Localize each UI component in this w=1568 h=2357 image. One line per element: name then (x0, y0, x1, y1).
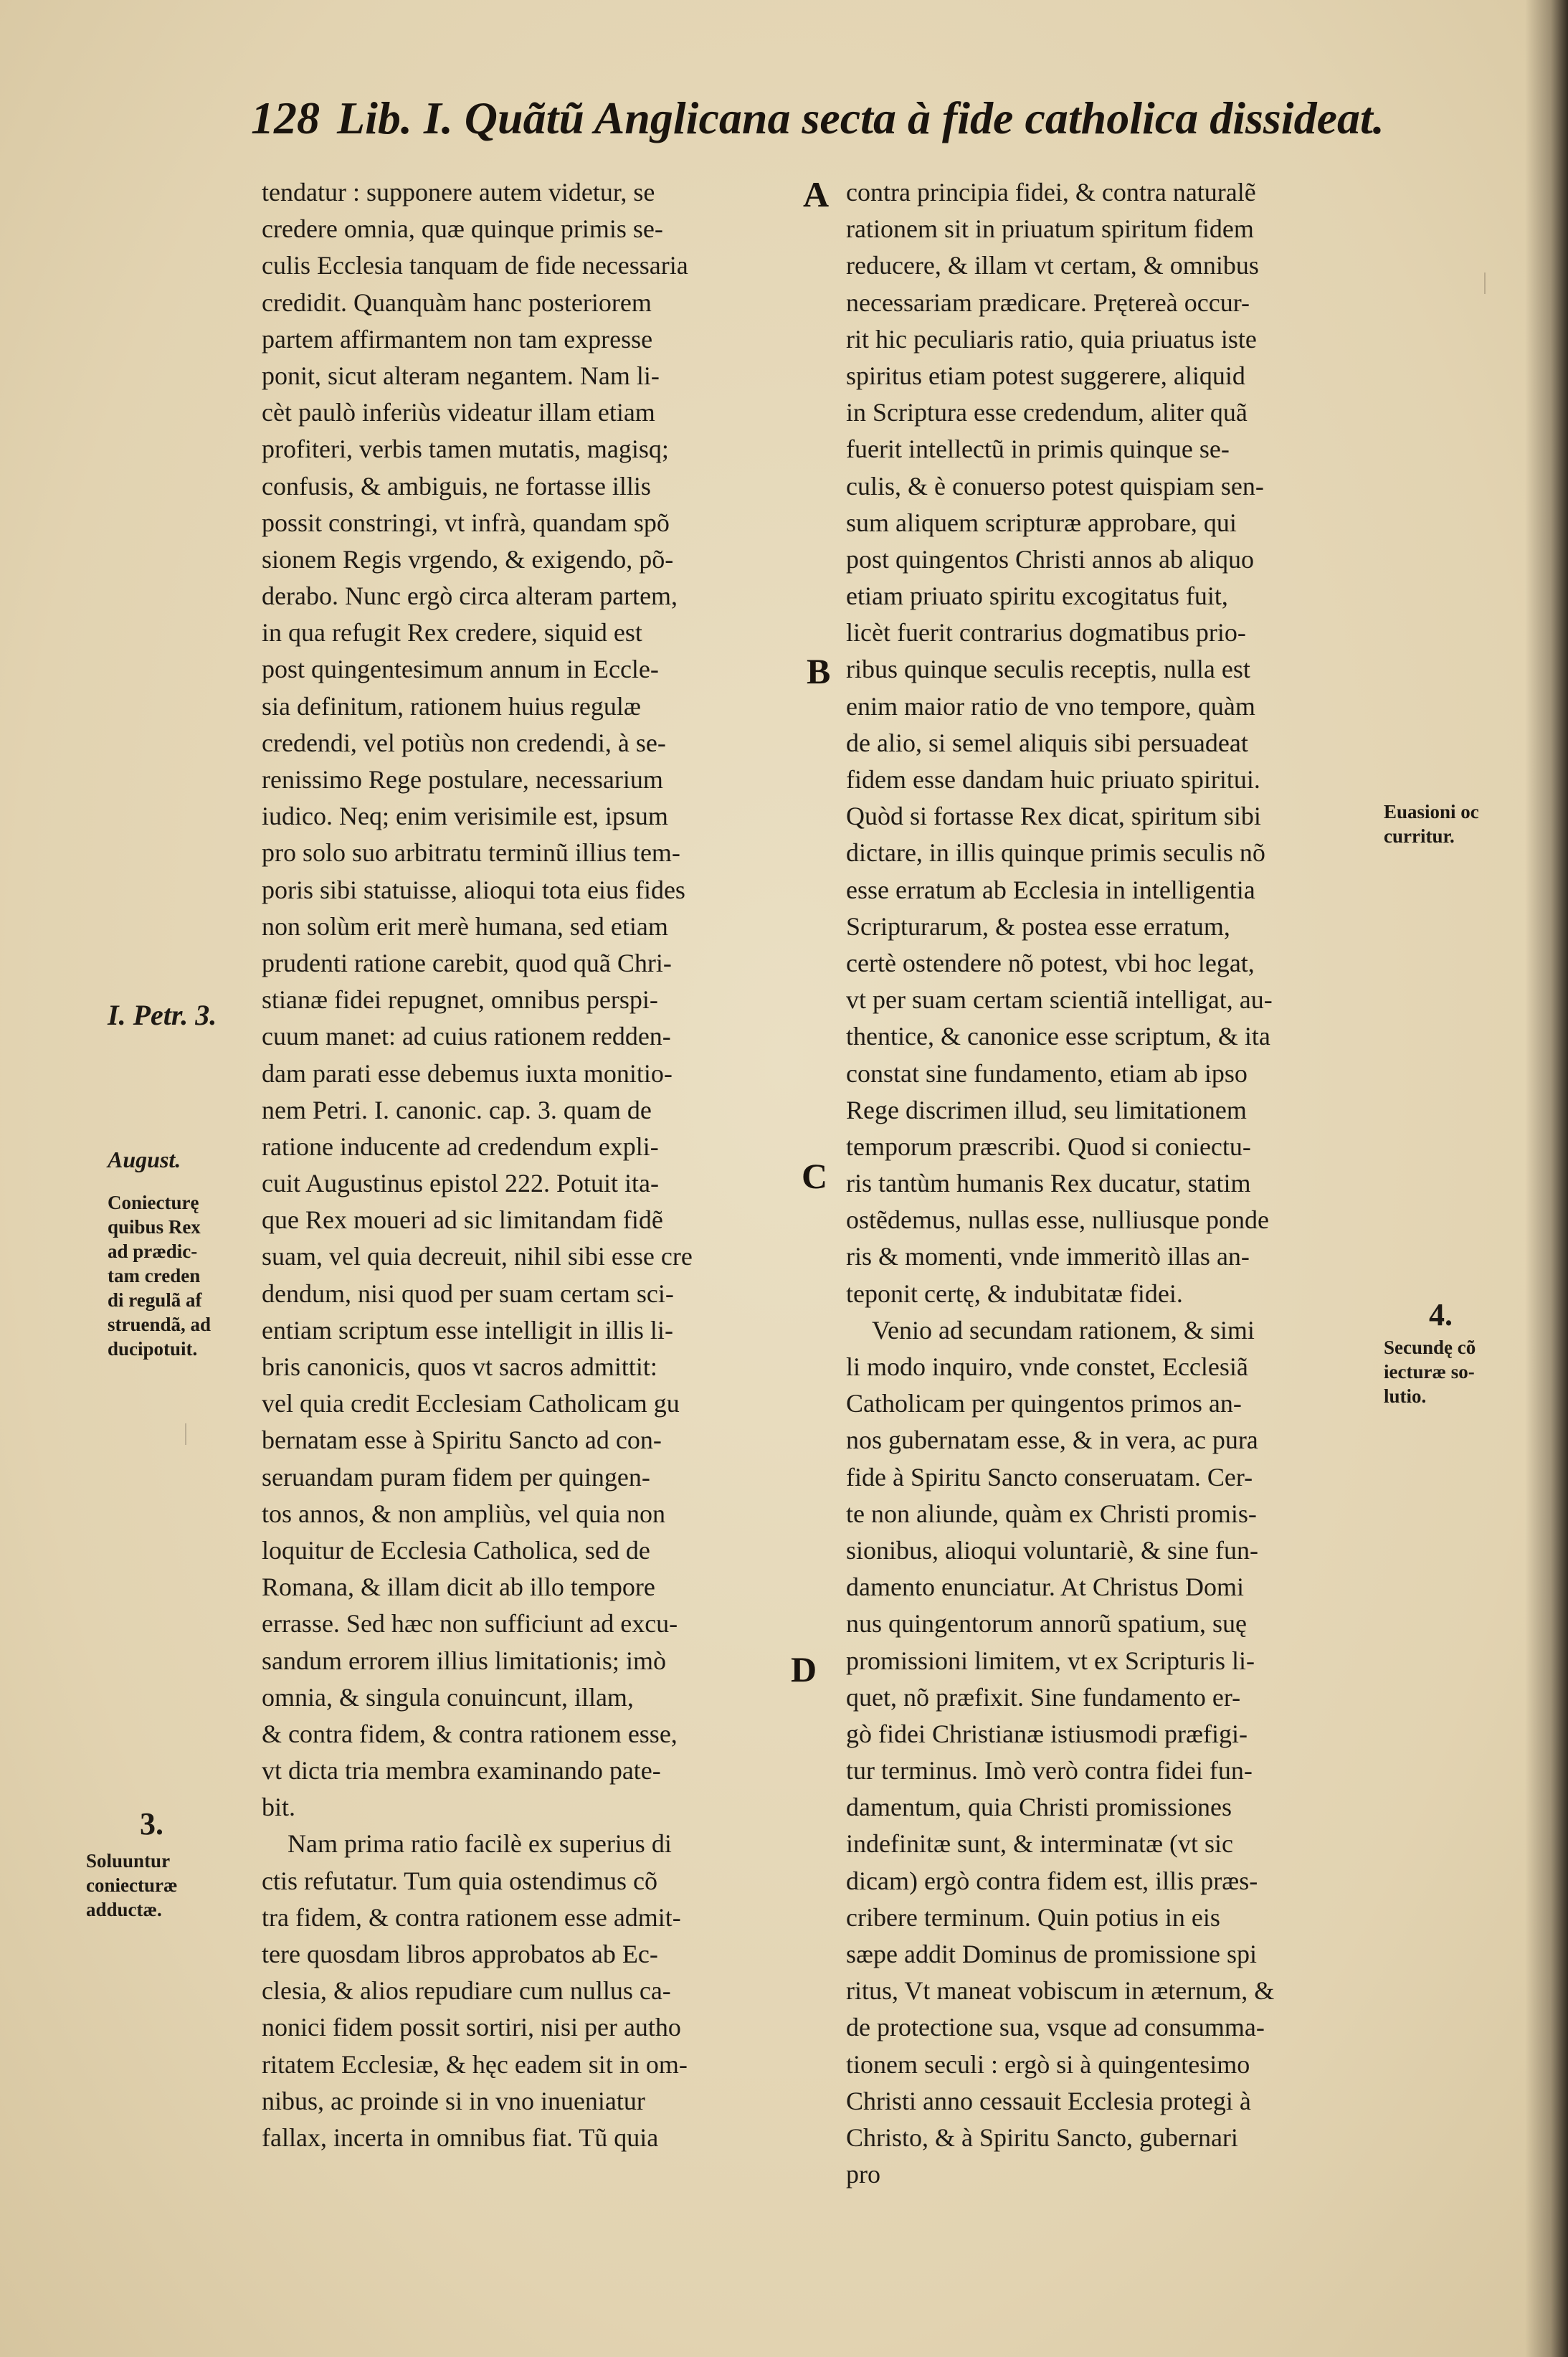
text-line: Catholicam per quingentos primos an- (846, 1389, 1242, 1418)
text-line: rit hic peculiaris ratio, quia priuatus iste (846, 324, 1257, 354)
text-line: teponit certę, & indubitatæ fidei. (846, 1279, 1183, 1308)
text-line: Nam prima ratio facilè ex superius di (288, 1829, 672, 1859)
text-line: li modo inquiro, vnde constet, Ecclesiã (846, 1352, 1248, 1381)
right-text-column (846, 174, 1377, 2193)
margin-note-number-4 (1429, 1298, 1453, 1332)
text-line: sum aliquem scripturæ approbare, qui (846, 508, 1237, 537)
text-line: ris & momenti, vnde immeritò illas an- (846, 1242, 1250, 1271)
text-line: fidem esse dandam huic priuato spiritui. (846, 765, 1260, 794)
margin-note-line: curritur. (1384, 825, 1455, 847)
text-line: fuerit intellectũ in primis quinque se- (846, 435, 1230, 464)
text-line: credere omnia, quæ quinque primis se- (262, 214, 663, 244)
text-line: dam parati esse debemus iuxta monitio- (262, 1058, 673, 1088)
text-line: de protectione sua, vsque ad consumma- (846, 2013, 1265, 2042)
text-line: sionibus, alioqui voluntariè, & sine fun- (846, 1535, 1258, 1565)
text-line: sandum errorem illius limitationis; imò (262, 1646, 666, 1675)
text-line: Christi anno cessauit Ecclesia protegi à (846, 2086, 1251, 2115)
text-line: cuit Augustinus epistol 222. Potuit ita- (262, 1169, 660, 1198)
text-line: sæpe addit Dominus de promissione spi (846, 1940, 1257, 1968)
text-line: nem Petri. I. canonic. cap. 3. quam de (262, 1095, 652, 1124)
text-line: quet, nõ præfixit. Sine fundamento er- (846, 1682, 1241, 1712)
text-line: omnia, & singula conuincunt, illam, (262, 1682, 634, 1712)
text-line: cèt paulò inferiùs videatur illam etiam (262, 398, 655, 427)
margin-note-solutions (86, 1849, 177, 1922)
text-line: culis Ecclesia tanquam de fide necessaria (262, 251, 688, 280)
margin-note-second-conjecture (1384, 1335, 1476, 1408)
text-line: stianæ fidei repugnet, omnibus perspi- (262, 985, 658, 1015)
text-line: Scripturarum, & postea esse erratum, (846, 911, 1230, 941)
margin-note-number-3 (140, 1807, 163, 1841)
margin-note-line: ducipotuit. (108, 1338, 198, 1360)
text-line: prudenti ratione carebit, quod quã Chri- (262, 948, 672, 977)
text-line: enim maior ratio de vno tempore, quàm (846, 691, 1255, 721)
text-line: non solùm erit merè humana, sed etiam (262, 911, 668, 941)
margin-note-line: struendã, ad (108, 1314, 212, 1335)
text-line: pro solo suo arbitratu terminũ illius tem- (262, 838, 680, 868)
text-line: nonici fidem possit sortiri, nisi per autho (262, 2013, 681, 2042)
text-line: ostẽdemus, nullas esse, nulliusque ponde (846, 1205, 1269, 1235)
margin-note-line: tam creden (108, 1265, 201, 1286)
text-line: entiam scriptum esse intelligit in illis li- (262, 1315, 673, 1345)
text-line: bris canonicis, quos vt sacros admittit: (262, 1352, 657, 1381)
text-line: vt per suam certam scientiã intelligat, au- (846, 985, 1273, 1015)
section-letter-b: B (807, 651, 831, 691)
running-title: Lib. I. Quãtũ Anglicana secta à fide catholica dissideat. (337, 93, 1384, 143)
text-line: indefinitæ sunt, & interminatæ (vt sic (846, 1829, 1233, 1859)
text-line: renissimo Rege postulare, necessarium (262, 765, 663, 794)
text-line: temporum præscribi. Quod si coniectu- (846, 1132, 1251, 1161)
text-line: certè ostendere nõ potest, vbi hoc legat, (846, 948, 1255, 977)
text-line: vt dicta tria membra examinando pate- (262, 1756, 661, 1785)
text-line: cribere terminum. Quin potius in eis (846, 1902, 1220, 1932)
text-line: tra fidem, & contra rationem esse admit- (262, 1902, 681, 1932)
text-line: Christo, & à Spiritu Sancto, gubernari (846, 2123, 1238, 2152)
text-line: te non aliunde, quàm ex Christi promis- (846, 1499, 1257, 1528)
text-line: contra principia fidei, & contra naturalẽ (846, 178, 1256, 207)
text-line: fide à Spiritu Sancto conseruatam. Cer- (846, 1462, 1253, 1491)
text-line: confusis, & ambiguis, ne fortasse illis (262, 471, 651, 501)
text-line: promissioni limitem, vt ex Scripturis li- (846, 1646, 1255, 1675)
text-line: dicam) ergò contra fidem est, illis præs- (846, 1866, 1258, 1895)
text-line: constat sine fundamento, etiam ab ipso (846, 1058, 1248, 1088)
text-line: esse erratum ab Ecclesia in intelligentia (846, 875, 1255, 904)
text-line: gò fidei Christianæ istiusmodi præfigi- (846, 1719, 1248, 1748)
margin-note-evasion (1384, 800, 1479, 848)
text-line: possit constringi, vt infrà, quandam spõ (262, 508, 670, 537)
margin-note-line: Coniecturę (108, 1192, 199, 1213)
margin-note-august-label: August. (108, 1147, 181, 1172)
text-line: & contra fidem, & contra rationem esse, (262, 1719, 678, 1748)
text-line: in Scriptura esse credendum, aliter quã (846, 398, 1248, 427)
margin-note-line: ad prædic- (108, 1241, 198, 1262)
margin-note-conjectures (108, 1190, 211, 1361)
page-number: 128 (251, 93, 320, 143)
text-line: thentice, & canonice esse scriptum, & ita (846, 1022, 1270, 1051)
text-line: nibus, ac proinde si in vno inueniatur (262, 2086, 645, 2115)
text-line: partem affirmantem non tam expresse (262, 324, 653, 354)
text-line: bernatam esse à Spiritu Sancto ad con- (262, 1426, 662, 1455)
text-line: iudico. Neq; enim verisimile est, ipsum (262, 802, 668, 831)
text-line: errasse. Sed hæc non sufficiunt ad excu- (262, 1609, 678, 1638)
text-line: poris sibi statuisse, alioqui tota eius fides (262, 875, 685, 904)
text-line: suam, vel quia decreuit, nihil sibi esse cre (262, 1242, 693, 1271)
margin-number-4: 4. (1429, 1297, 1453, 1332)
text-line: tere quosdam libros approbatos ab Ec- (262, 1940, 658, 1968)
text-line: ris tantùm humanis Rex ducatur, statim (846, 1169, 1251, 1198)
text-line: tur terminus. Imò verò contra fidei fun- (846, 1756, 1253, 1785)
margin-number-3: 3. (140, 1806, 163, 1841)
text-line: reducere, & illam vt certam, & omnibus (846, 251, 1259, 280)
text-line: damentum, quia Christi promissiones (846, 1793, 1232, 1822)
margin-note-augustine (108, 1147, 181, 1172)
text-line: post quingentesimum annum in Eccle- (262, 655, 659, 684)
text-line: etiam priuato spiritu excogitatus fuit, (846, 582, 1228, 611)
text-line: in qua refugit Rex credere, siquid est (262, 618, 642, 648)
text-line: licèt fuerit contrarius dogmatibus prio- (846, 618, 1246, 648)
section-letter-c: C (802, 1156, 828, 1196)
text-line: credendi, vel potiùs non credendi, à se- (262, 728, 666, 757)
text-line: rationem sit in priuatum spiritum fidem (846, 214, 1254, 244)
text-line: tendatur : supponere autem videtur, se (262, 178, 655, 207)
text-line: post quingentos Christi annos ab aliquo (846, 544, 1254, 574)
text-line: pro (846, 2160, 880, 2189)
margin-note-petr: I. Petr. 3. (108, 999, 217, 1031)
text-line: ritus, Vt maneat vobiscum in æternum, & (846, 1976, 1275, 2006)
text-line: necessariam prædicare. Prętereà occur- (846, 288, 1250, 317)
margin-note-line: lutio. (1384, 1385, 1427, 1407)
text-line: Quòd si fortasse Rex dicat, spiritum sibi (846, 802, 1261, 831)
text-line: sionem Regis vrgendo, & exigendo, põ- (262, 544, 674, 574)
text-line: damento enunciatur. At Christus Domi (846, 1573, 1244, 1602)
section-letter-a: A (803, 174, 830, 214)
text-line: tos annos, & non ampliùs, vel quia non (262, 1499, 665, 1528)
section-letter-d: D (791, 1649, 817, 1689)
running-header (251, 86, 1427, 151)
text-line: profiteri, verbis tamen mutatis, magisq; (262, 435, 669, 464)
text-line: tionem seculi : ergò si à quingentesimo (846, 2049, 1250, 2079)
text-line: ponit, sicut alteram negantem. Nam li- (262, 361, 660, 390)
margin-note-line: Secundę cõ (1384, 1337, 1476, 1358)
margin-note-line: Soluuntur (86, 1850, 171, 1872)
text-line: nos gubernatam esse, & in vera, ac pura (846, 1426, 1258, 1455)
left-text-column (262, 174, 778, 2156)
text-line: culis, & è conuerso potest quispiam sen- (846, 471, 1264, 501)
text-line: ctis refutatur. Tum quia ostendimus cõ (262, 1866, 657, 1895)
text-line: ratione inducente ad credendum expli- (262, 1132, 659, 1161)
margin-note-line: di regulã af (108, 1289, 202, 1311)
text-line: de alio, si semel aliquis sibi persuadeat (846, 728, 1248, 757)
text-line: loquitur de Ecclesia Catholica, sed de (262, 1535, 650, 1565)
text-line: dictare, in illis quinque primis seculis nõ (846, 838, 1265, 868)
text-line: clesia, & alios repudiare cum nullus ca- (262, 1976, 671, 2006)
margin-note-line: iecturæ so- (1384, 1361, 1475, 1383)
text-line: bit. (262, 1793, 296, 1822)
margin-note-line: coniecturæ (86, 1874, 178, 1896)
text-line: que Rex moueri ad sic limitandam fidẽ (262, 1205, 663, 1235)
text-line: seruandam puram fidem per quingen- (262, 1462, 650, 1491)
text-line: Romana, & illam dicit ab illo tempore (262, 1573, 655, 1602)
ink-mark (1484, 272, 1493, 294)
margin-note-line: quibus Rex (108, 1216, 201, 1238)
margin-note-line: adductæ. (86, 1899, 162, 1920)
text-line: nus quingentorum annorũ spatium, suę (846, 1609, 1247, 1638)
text-line: fallax, incerta in omnibus fiat. Tũ quia (262, 2123, 659, 2152)
text-line: spiritus etiam potest suggerere, aliquid (846, 361, 1245, 390)
text-line: credidit. Quanquàm hanc posteriorem (262, 288, 652, 317)
text-line: sia definitum, rationem huius regulæ (262, 691, 641, 721)
text-line: Venio ad secundam rationem, & simi (872, 1315, 1255, 1345)
text-line: ritatem Ecclesiæ, & hęc eadem sit in om- (262, 2049, 688, 2079)
margin-note-line: Euasioni oc (1384, 801, 1479, 822)
text-line: cuum manet: ad cuius rationem redden- (262, 1022, 671, 1051)
text-line: derabo. Nunc ergò circa alteram partem, (262, 582, 678, 611)
text-line: vel quia credit Ecclesiam Catholicam gu (262, 1389, 680, 1418)
ink-mark (185, 1423, 194, 1445)
text-line: Rege discrimen illud, seu limitationem (846, 1095, 1247, 1124)
text-line: dendum, nisi quod per suam certam sci- (262, 1279, 674, 1308)
text-line: ribus quinque seculis receptis, nulla est (846, 655, 1250, 684)
page-spine-shadow (1525, 0, 1568, 2357)
